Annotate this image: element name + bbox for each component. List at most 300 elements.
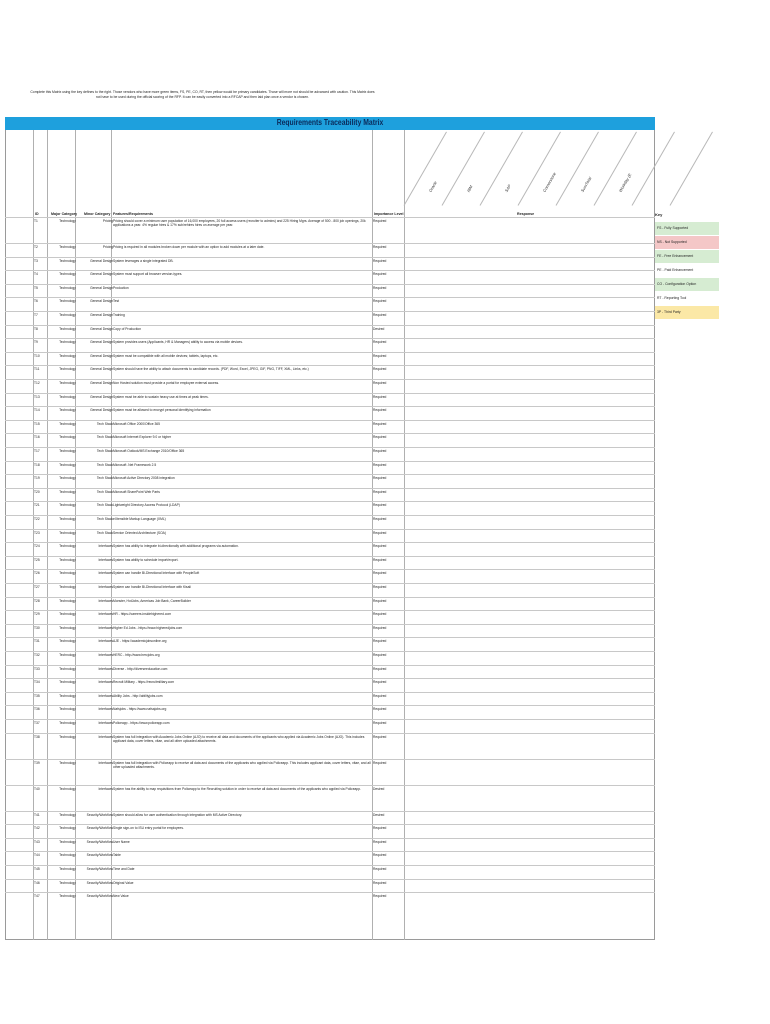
row-minor-category: Interfaces — [98, 786, 113, 791]
row-feature: New Value — [113, 894, 129, 899]
row-feature: Microsoft Office 2000/Office 365 — [113, 421, 160, 426]
row-importance: Required — [373, 734, 387, 739]
row-id: T27 — [34, 585, 40, 589]
row-feature: Pricing is required in all modules broken down per module with an option to add modules at a later date. — [113, 245, 265, 249]
row-minor-category: General Design — [90, 340, 113, 345]
row-major-category: Technology — [59, 853, 76, 858]
header-minor-category: Minor Category — [84, 212, 111, 216]
row-importance: Required — [373, 693, 387, 698]
table-row — [5, 637, 655, 652]
row-major-category: Technology — [59, 721, 76, 725]
row-major-category: Technology — [59, 760, 76, 765]
row-id: T30 — [34, 625, 40, 630]
row-minor-category: Pricing — [102, 219, 113, 223]
row-id: T14 — [34, 408, 40, 413]
table-row — [5, 447, 655, 462]
table-row — [5, 597, 655, 612]
row-feature: eXtensible Markup Language (XML) — [113, 517, 166, 521]
table-row — [5, 515, 655, 530]
row-importance: Required — [373, 367, 387, 372]
table-row — [5, 719, 655, 734]
table-row — [5, 811, 655, 826]
title-bar — [5, 117, 655, 130]
row-feature: Recruit Military - https://recruitmilitary.com — [113, 680, 175, 685]
row-minor-category: Security/Workflow — [86, 867, 113, 871]
row-minor-category: Interfaces — [98, 639, 113, 644]
vendor-header: Workday (E — [617, 172, 633, 193]
row-major-category: Technology — [59, 867, 76, 871]
row-major-category: Technology — [59, 503, 76, 508]
table-row — [5, 759, 655, 786]
row-major-category: Technology — [59, 517, 76, 521]
row-id: T21 — [34, 503, 40, 508]
row-major-category: Technology — [59, 285, 76, 290]
row-importance: Required — [373, 544, 387, 549]
row-id: T19 — [34, 476, 40, 481]
row-major-category: Technology — [59, 340, 76, 345]
row-feature: Production — [113, 285, 129, 290]
row-major-category: Technology — [59, 557, 76, 562]
row-minor-category: General Design — [90, 394, 113, 399]
row-id: T8 — [34, 326, 38, 331]
row-id: T29 — [34, 612, 40, 617]
row-id: T45 — [34, 867, 40, 871]
row-major-category: Technology — [59, 571, 76, 576]
row-minor-category: General Design — [90, 299, 113, 304]
row-major-category: Technology — [59, 598, 76, 603]
row-minor-category: General Design — [90, 272, 113, 277]
row-minor-category: Tech Stack — [96, 462, 113, 467]
row-id: T36 — [34, 707, 40, 712]
row-major-category: Technology — [59, 786, 76, 791]
row-id: T44 — [34, 853, 40, 858]
row-major-category: Technology — [59, 639, 76, 644]
row-minor-category: Tech Stack — [96, 530, 113, 535]
row-id: T39 — [34, 760, 40, 765]
table-row — [5, 624, 655, 639]
row-feature: Test — [113, 299, 120, 304]
row-feature: Policeapp - https://www.policeapp.com — [113, 721, 170, 725]
row-id: T3 — [34, 258, 38, 263]
row-id: T46 — [34, 880, 40, 885]
row-importance: Required — [373, 340, 387, 345]
table-row — [5, 785, 655, 812]
row-importance: Required — [373, 435, 387, 440]
table-row — [5, 325, 655, 340]
row-importance: Required — [373, 517, 387, 521]
row-minor-category: General Design — [90, 381, 113, 385]
row-id: T9 — [34, 340, 38, 345]
row-minor-category: Interfaces — [98, 544, 113, 549]
row-major-category: Technology — [59, 666, 76, 671]
row-importance: Required — [373, 489, 387, 494]
row-major-category: Technology — [59, 734, 76, 739]
vendor-header: Oracle — [427, 180, 438, 193]
row-importance: Required — [373, 272, 387, 277]
row-major-category: Technology — [59, 272, 76, 277]
row-major-category: Technology — [59, 299, 76, 304]
table-row — [5, 352, 655, 367]
row-id: T34 — [34, 680, 40, 685]
table-row — [5, 217, 655, 244]
row-feature: User Name — [113, 839, 130, 844]
row-id: T35 — [34, 693, 40, 698]
row-id: T4 — [34, 272, 38, 277]
row-major-category: Technology — [59, 219, 76, 223]
key-item: PE - Paid Enhancement — [655, 263, 719, 277]
row-minor-category: Interfaces — [98, 693, 113, 698]
row-minor-category: Interfaces — [98, 585, 113, 589]
row-importance: Required — [373, 557, 387, 562]
table-row — [5, 569, 655, 584]
row-id: T2 — [34, 245, 38, 249]
key-item: FE - Free Enhancement — [655, 249, 719, 263]
table-row — [5, 678, 655, 693]
row-minor-category: Security/Workflow — [86, 853, 113, 858]
row-feature: Original Value — [113, 880, 134, 885]
row-major-category: Technology — [59, 839, 76, 844]
row-id: T41 — [34, 812, 40, 817]
row-importance: Required — [373, 421, 387, 426]
row-minor-category: General Design — [90, 285, 113, 290]
table-row — [5, 257, 655, 272]
table-row — [5, 406, 655, 421]
row-importance: Required — [373, 449, 387, 453]
row-id: T10 — [34, 353, 40, 358]
row-id: T37 — [34, 721, 40, 725]
row-feature: Microsoft .Net Framework 2.5 — [113, 462, 157, 467]
table-row — [5, 542, 655, 557]
row-feature: System has full integration with Policeapp to receive all data and documents of the applicants who applied via Policeapp. This includes applicant data, cover letters, vitae, and all other uploaded attachments. — [113, 760, 371, 769]
row-id: T6 — [34, 299, 38, 304]
row-importance: Required — [373, 721, 387, 725]
row-major-category: Technology — [59, 625, 76, 630]
row-minor-category: Security/Workflow — [86, 812, 113, 817]
table-row — [5, 393, 655, 408]
row-id: T42 — [34, 826, 40, 831]
row-id: T43 — [34, 839, 40, 844]
row-feature: Microsoft Internet Explorer 9.0 or higher — [113, 435, 172, 440]
row-major-category: Technology — [59, 476, 76, 481]
table-row — [5, 851, 655, 866]
row-minor-category: Security/Workflow — [86, 894, 113, 899]
row-importance: Required — [373, 880, 387, 885]
row-importance: Required — [373, 394, 387, 399]
row-major-category: Technology — [59, 680, 76, 685]
row-major-category: Technology — [59, 367, 76, 372]
row-id: T12 — [34, 381, 40, 385]
row-importance: Required — [373, 839, 387, 844]
row-feature: Pricing should cover a minimum user population of 16,000 employees, 20 full access users (recruiter to admins) and 225 Hiring Mgrs. Average of 500 - 800 job openings, 20k applications a year. 4% regular hires & 17% sub/rehires hires on average per year. — [113, 219, 366, 227]
row-importance: Required — [373, 612, 387, 617]
key-item: RT - Reporting Tool — [655, 291, 719, 305]
vendor-header: SAP — [503, 183, 513, 193]
row-minor-category: Interfaces — [98, 625, 113, 630]
row-major-category: Technology — [59, 394, 76, 399]
row-major-category: Technology — [59, 381, 76, 385]
table-row — [5, 433, 655, 448]
row-importance: Required — [373, 476, 387, 481]
row-feature: Microsoft Outlook/MS Exchange 2010/Office 365 — [113, 449, 185, 453]
table-row — [5, 838, 655, 853]
row-major-category: Technology — [59, 258, 76, 263]
row-id: T18 — [34, 462, 40, 467]
table-row — [5, 270, 655, 285]
row-major-category: Technology — [59, 826, 76, 831]
row-minor-category: Security/Workflow — [86, 826, 113, 831]
row-feature: Single sign-on to ISU entry portal for employees. — [113, 826, 184, 831]
key-legend — [655, 212, 719, 319]
row-importance: Required — [373, 245, 387, 249]
row-importance: Desired — [373, 786, 385, 791]
row-feature: Table — [113, 853, 121, 858]
row-id: T28 — [34, 598, 40, 603]
row-importance: Required — [373, 867, 387, 871]
row-major-category: Technology — [59, 353, 76, 358]
row-feature: System can handle Bi-Directional Interface with Kisali — [113, 585, 191, 589]
intro-text: Complete this Matrix using the key defines to the right. Those vendors who have more green items, FS, PE, CO, RT, then yellow would be primary candidates. Those will more not should be advanced with caution. This Matrix does not have to be used during the official scoring of the RFP. It can be easily converted into a RFCAP and then laid plan once a vendor is chosen. — [30, 90, 375, 99]
table-row — [5, 284, 655, 299]
row-id: T16 — [34, 435, 40, 440]
row-id: T24 — [34, 544, 40, 549]
row-major-category: Technology — [59, 880, 76, 885]
table-row — [5, 365, 655, 380]
row-feature: System must be compatible with all mobile devices; tablets, laptops, etc. — [113, 353, 219, 358]
row-feature: Non Hosted solution must provide a portal for employee external access. — [113, 381, 220, 385]
table-row — [5, 705, 655, 720]
row-major-category: Technology — [59, 530, 76, 535]
row-feature: Microsoft Active Directory 2008 integration — [113, 476, 175, 481]
row-feature: System has ability to schedule import/export. — [113, 557, 179, 562]
row-minor-category: Interfaces — [98, 653, 113, 657]
row-minor-category: General Design — [90, 313, 113, 317]
row-feature: System has the ability to map requisitions from Policeapp to the Recruiting solution in order to receive all data and documents of the applicants who applied via Policeapp. — [113, 786, 361, 791]
row-importance: Required — [373, 530, 387, 535]
row-id: T13 — [34, 394, 40, 399]
table-row — [5, 420, 655, 435]
row-id: T40 — [34, 786, 40, 791]
row-id: T47 — [34, 894, 40, 899]
row-id: T23 — [34, 530, 40, 535]
row-minor-category: Tech Stack — [96, 435, 113, 440]
row-major-category: Technology — [59, 421, 76, 426]
row-feature: HERC - http://www.hercjobs.org — [113, 653, 160, 657]
table-row — [5, 733, 655, 760]
row-id: T7 — [34, 313, 38, 317]
row-id: T11 — [34, 367, 40, 372]
header-features: Features/Requirements — [113, 212, 153, 216]
row-id: T20 — [34, 489, 40, 494]
row-id: T5 — [34, 285, 38, 290]
row-importance: Required — [373, 666, 387, 671]
row-feature: Lightweight Directory Access Protocol (LDAP) — [113, 503, 180, 508]
row-id: T22 — [34, 517, 40, 521]
row-minor-category: Interfaces — [98, 680, 113, 685]
row-minor-category: Security/Workflow — [86, 839, 113, 844]
row-feature: System provides users (Applicants, HR & Managers) ability to access via mobile devices. — [113, 340, 243, 345]
row-major-category: Technology — [59, 245, 76, 249]
row-importance: Required — [373, 598, 387, 603]
row-feature: Higher Ed Jobs - https://www.higheredjobs.com — [113, 625, 183, 630]
key-item: CO - Configuration Option — [655, 277, 719, 291]
row-minor-category: Tech Stack — [96, 476, 113, 481]
key-title: Key — [655, 212, 663, 217]
row-minor-category: Interfaces — [98, 666, 113, 671]
row-minor-category: Tech Stack — [96, 517, 113, 521]
table-row — [5, 692, 655, 707]
row-major-category: Technology — [59, 544, 76, 549]
row-importance: Required — [373, 625, 387, 630]
row-importance: Required — [373, 313, 387, 317]
row-minor-category: Security/Workflow — [86, 880, 113, 885]
row-feature: System must be able to sustain heavy use at times at peak times. — [113, 394, 209, 399]
row-major-category: Technology — [59, 812, 76, 817]
row-minor-category: Tech Stack — [96, 503, 113, 508]
table-row — [5, 665, 655, 680]
key-item: NS - Not Supported — [655, 235, 719, 249]
row-feature: Ability Jobs - http://abilityjobs.com — [113, 693, 163, 698]
page-title: Requirements Traceability Matrix — [276, 118, 384, 127]
row-id: T17 — [34, 449, 40, 453]
row-feature: System must support all browser version-types. — [113, 272, 183, 277]
row-major-category: Technology — [59, 435, 76, 440]
vendor-header: SumTotal — [579, 175, 593, 193]
row-id: T31 — [34, 639, 40, 644]
row-importance: Required — [373, 285, 387, 290]
row-importance: Required — [373, 408, 387, 413]
header-importance: Importance Level — [374, 212, 404, 216]
row-major-category: Technology — [59, 693, 76, 698]
vendor-header: Cornerstone — [541, 171, 558, 193]
row-major-category: Technology — [59, 462, 76, 467]
row-major-category: Technology — [59, 612, 76, 617]
row-major-category: Technology — [59, 585, 76, 589]
row-id: T32 — [34, 653, 40, 657]
row-importance: Required — [373, 381, 387, 385]
row-importance: Required — [373, 639, 387, 644]
vendor-divider — [670, 132, 713, 206]
row-minor-category: General Design — [90, 353, 113, 358]
row-minor-category: Interfaces — [98, 721, 113, 725]
row-major-category: Technology — [59, 707, 76, 712]
row-importance: Required — [373, 258, 387, 263]
row-feature: AJE - https://academicjobsonline.org — [113, 639, 167, 644]
row-feature: Copy of Production — [113, 326, 142, 331]
row-feature: System has ability to integrate bi-directionally with additional programs via automation. — [113, 544, 239, 549]
row-importance: Required — [373, 571, 387, 576]
row-feature: System should have the ability to attach documents to candidate records. (PDF, Word, Excel, JPEG, GIF, PNG, TIFF, XML, Links, etc.) — [113, 367, 309, 372]
row-importance: Required — [373, 503, 387, 508]
row-importance: Required — [373, 826, 387, 831]
row-feature: HR - https://careers.insidehighered.com — [113, 612, 172, 617]
table-row — [5, 338, 655, 353]
table-row — [5, 824, 655, 839]
row-major-category: Technology — [59, 653, 76, 657]
row-major-category: Technology — [59, 326, 76, 331]
row-id: T26 — [34, 571, 40, 576]
table-row — [5, 243, 655, 258]
row-minor-category: Interfaces — [98, 598, 113, 603]
row-minor-category: General Design — [90, 408, 113, 413]
row-minor-category: Tech Stack — [96, 449, 113, 453]
key-item: 3P - Third Party — [655, 305, 719, 319]
row-feature: Time and Date — [113, 867, 135, 871]
row-minor-category: Tech Stack — [96, 489, 113, 494]
row-minor-category: Interfaces — [98, 557, 113, 562]
row-importance: Required — [373, 299, 387, 304]
row-minor-category: Tech Stack — [96, 421, 113, 426]
vendor-header: IBM — [465, 184, 474, 193]
row-importance: Required — [373, 760, 387, 765]
row-feature: System should allow for user authentication through integration with MS Active Directory. — [113, 812, 243, 817]
row-feature: System has full integration with Academic Jobs Online (AJO) to receive all data and documents of the applicants who applied via Academic Jobs Online (AJO). This includes applicant data, cover letters, vitae, and all other uploaded attachments. — [113, 734, 365, 743]
row-major-category: Technology — [59, 489, 76, 494]
row-feature: System leverages a single integrated DB. — [113, 258, 174, 263]
key-item: FS - Fully Supported — [655, 221, 719, 235]
row-feature: Training — [113, 313, 125, 317]
row-feature: Microsoft SharePoint Web Parts — [113, 489, 160, 494]
row-id: T1 — [34, 219, 38, 223]
table-row — [5, 879, 655, 894]
row-feature: System must be allowed to encrypt personal identifying information — [113, 408, 211, 413]
row-minor-category: Interfaces — [98, 760, 113, 765]
row-major-category: Technology — [59, 408, 76, 413]
table-row — [5, 461, 655, 476]
row-id: T33 — [34, 666, 40, 671]
header-id: ID — [35, 212, 39, 216]
table-row — [5, 610, 655, 625]
row-minor-category: Interfaces — [98, 612, 113, 617]
row-importance: Required — [373, 353, 387, 358]
row-minor-category: General Design — [90, 258, 113, 263]
row-minor-category: General Design — [90, 326, 113, 331]
row-minor-category: Pricing — [102, 245, 113, 249]
row-importance: Required — [373, 219, 387, 223]
row-feature: Nafsjobs - https://www.nafsajobs.org — [113, 707, 167, 712]
row-feature: Diverse - http://diverseeducation.com — [113, 666, 168, 671]
row-id: T15 — [34, 421, 40, 426]
row-major-category: Technology — [59, 894, 76, 899]
row-minor-category: Interfaces — [98, 734, 113, 739]
row-importance: Required — [373, 853, 387, 858]
row-importance: Required — [373, 653, 387, 657]
table-row — [5, 892, 655, 907]
row-minor-category: General Design — [90, 367, 113, 372]
row-feature: Monster, HotJobs, Americas Job Bank, CareerBuilder — [113, 598, 191, 603]
row-importance: Required — [373, 462, 387, 467]
row-id: T25 — [34, 557, 40, 562]
table-row — [5, 651, 655, 666]
table-row — [5, 474, 655, 489]
table-row — [5, 488, 655, 503]
row-id: T38 — [34, 734, 40, 739]
table-row — [5, 556, 655, 571]
table-row — [5, 297, 655, 312]
row-feature: System can handle Bi-Directional Interface with PeopleSoft — [113, 571, 200, 576]
row-importance: Required — [373, 680, 387, 685]
header-major-category: Major Category — [51, 212, 78, 216]
table-row — [5, 501, 655, 516]
row-importance: Desired — [373, 812, 385, 817]
header-response: Response — [517, 212, 535, 216]
row-importance: Desired — [373, 326, 385, 331]
table-row — [5, 379, 655, 394]
table-row — [5, 311, 655, 326]
table-row — [5, 865, 655, 880]
row-minor-category: Interfaces — [98, 571, 113, 576]
row-major-category: Technology — [59, 449, 76, 453]
row-minor-category: Interfaces — [98, 707, 113, 712]
